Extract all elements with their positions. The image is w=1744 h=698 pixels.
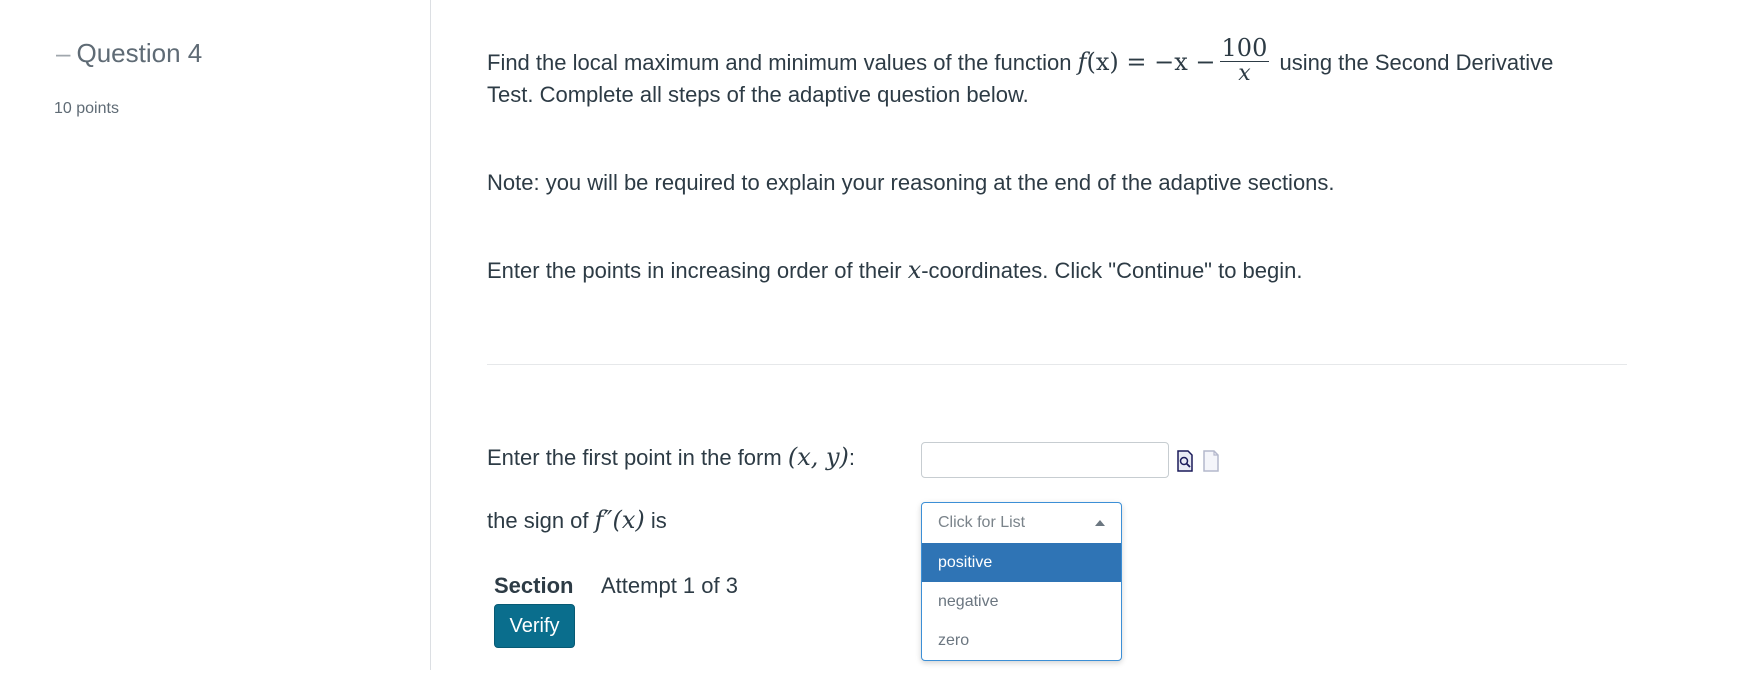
instruction-var: x [907, 256, 922, 284]
verify-button[interactable]: Verify [494, 604, 575, 648]
sign-label [487, 506, 667, 534]
dropdown-option-positive[interactable]: positive [922, 543, 1121, 582]
caret-up-icon[interactable] [1095, 520, 1105, 526]
dropdown-option-negative[interactable]: negative [938, 593, 999, 610]
instruction-text-post: -coordinates. Click "Continue" to begin. [921, 258, 1303, 283]
sign-label-post: is [650, 508, 667, 533]
fraction [1220, 35, 1270, 86]
func-rhs: = −x − [1126, 48, 1216, 76]
point-label-text: Enter the first point in the form [487, 445, 782, 470]
func-arg: (x) [1086, 48, 1119, 76]
func-name: f [1077, 48, 1087, 76]
point-label-colon: : [848, 445, 856, 470]
question-header [56, 38, 202, 69]
divider [487, 364, 1627, 365]
attempt-counter: Attempt 1 of 3 [601, 573, 738, 598]
fraction-numerator: 100 [1221, 34, 1268, 62]
question-points: 10 points [54, 100, 119, 117]
fraction-denominator: x [1238, 61, 1251, 86]
clear-icon[interactable] [1202, 450, 1220, 472]
point-answer-input[interactable] [921, 442, 1169, 478]
collapse-dash-icon[interactable]: – [56, 38, 71, 68]
prompt-line-2: Test. Complete all steps of the adaptive question below. [487, 82, 1029, 107]
instruction-text: Enter the points in increasing order of their [487, 258, 902, 283]
question-sidebar [0, 0, 431, 670]
section-label: Section [494, 573, 574, 598]
dropdown-placeholder[interactable] [922, 503, 1121, 543]
function-expression [1077, 34, 1274, 86]
point-label [487, 443, 855, 471]
sign-label-text: the sign of [487, 508, 589, 533]
dropdown-placeholder-text: Click for List [938, 514, 1026, 531]
prompt-instruction [487, 253, 1303, 288]
dropdown-option-zero[interactable]: zero [938, 632, 970, 649]
prompt-text-post: using the Second Derivative [1279, 50, 1554, 75]
prompt-note: Note: you will be required to explain your reasoning at the end of the adaptive sections. [487, 170, 1335, 195]
preview-icon[interactable] [1176, 450, 1194, 472]
question-title: Question 4 [76, 38, 203, 68]
sign-label-math: f″(x) [594, 506, 645, 534]
point-label-math: (x, y) [787, 443, 849, 471]
prompt-text: Find the local maximum and minimum values of the function [487, 50, 1072, 75]
sign-dropdown[interactable] [921, 502, 1122, 661]
